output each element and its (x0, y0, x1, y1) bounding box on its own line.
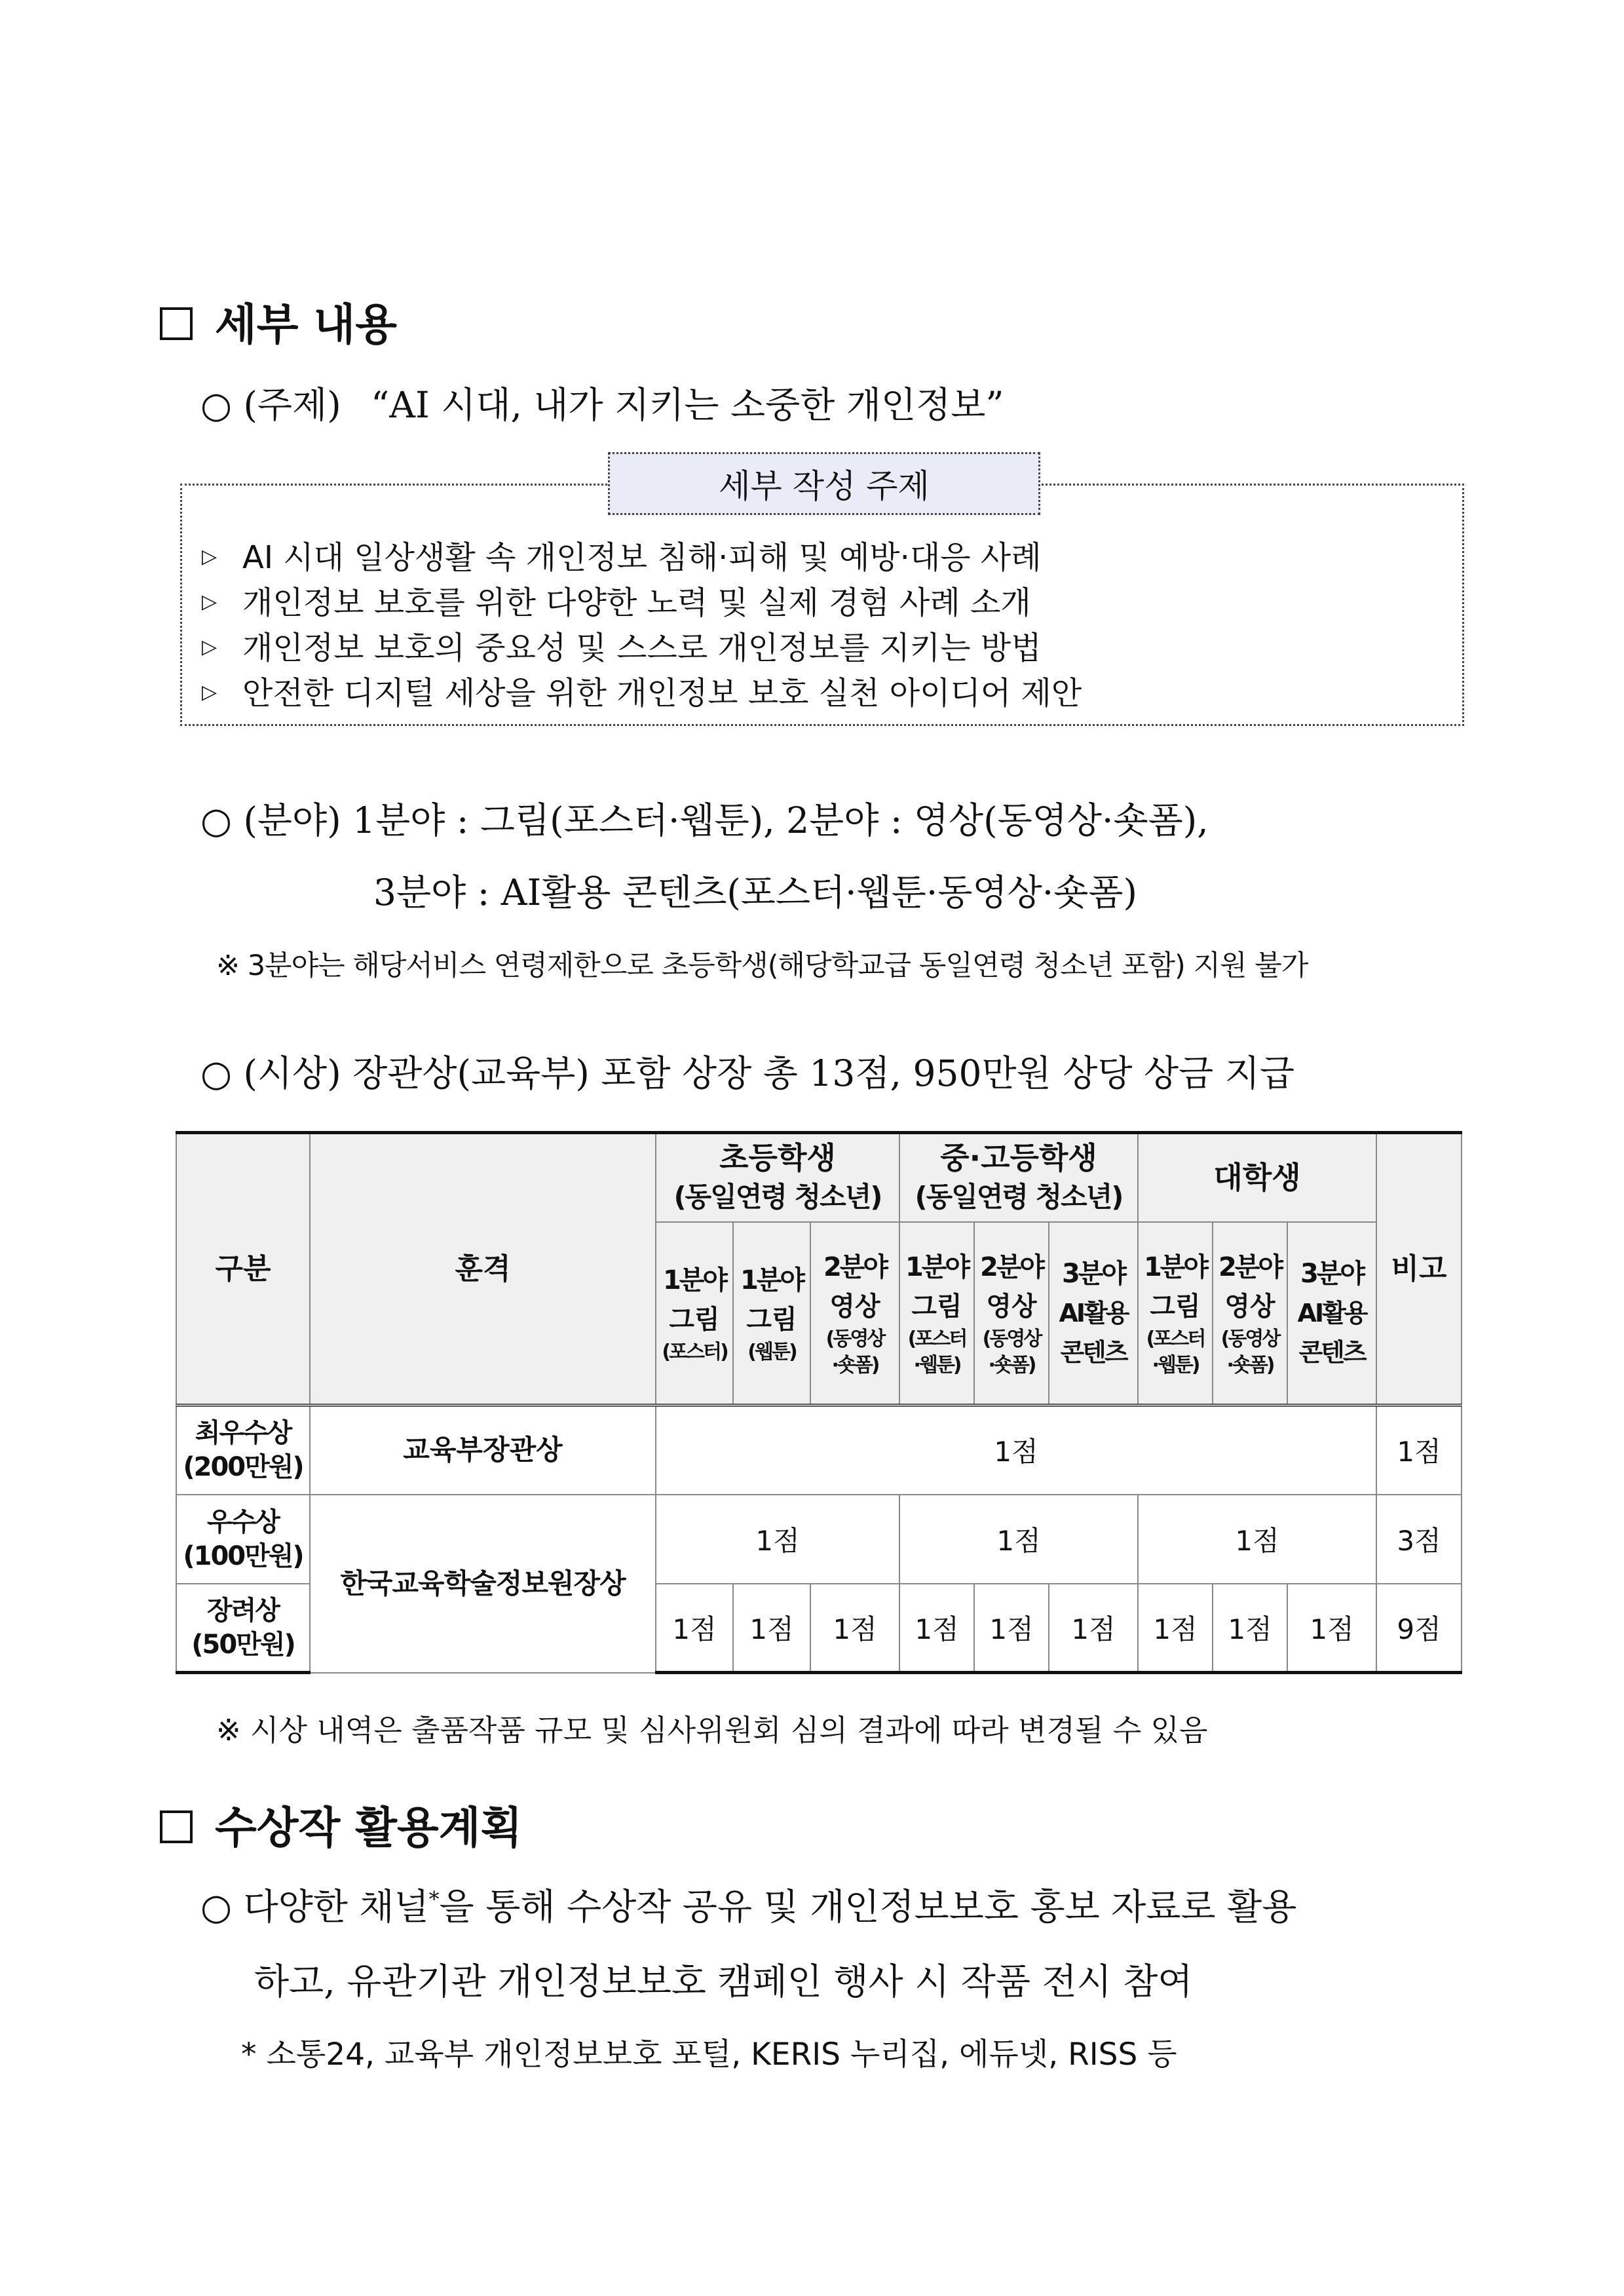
subheader-col-6: 3분야 AI활용 콘텐츠 (1049, 1222, 1138, 1406)
award-table (176, 1131, 1462, 1674)
field-line-2: 3분야 : AI활용 콘텐츠(포스터·웹툰·동영상·숏폼) (373, 871, 1137, 913)
table-cell: 1점 (974, 1584, 1049, 1673)
row-grand-prize-award: 교육부장관상 (310, 1406, 656, 1495)
header-category: 구분 (176, 1133, 310, 1406)
plan-line-2: 하고, 유관기관 개인정보보호 캠페인 행사 시 작품 전시 참여 (254, 1961, 1193, 2002)
row-excellence-label: 우수상 (100만원) (176, 1495, 310, 1584)
plan-footnote: * 소통24, 교육부 개인정보보호 포털, KERIS 누리집, 에듀넷, RISS 등 (241, 2037, 1177, 2073)
subheader-col-7: 1분야 그림 (포스터 ·웹툰) (1138, 1222, 1213, 1406)
award-line: ○ (시상) 장관상(교육부) 포함 상장 총 13점, 950만원 상당 상금 지급 (200, 1052, 1294, 1094)
list-item: ▷ 개인정보 보호를 위한 다양한 노력 및 실제 경험 사례 소개 (202, 581, 1082, 626)
triangle-bullet-icon: ▷ (202, 681, 217, 704)
table-cell: 1점 (1213, 1584, 1287, 1673)
row-grand-prize-label: 최우수상 (200만원) (176, 1406, 310, 1495)
list-item: ▷ AI 시대 일상생활 속 개인정보 침해·피해 및 예방·대응 사례 (202, 536, 1082, 581)
field-note: ※ 3분야는 해당서비스 연령제한으로 초등학생(해당학교급 동일연령 청소년 포함) 지원 불가 (216, 949, 1308, 982)
table-cell: 1점 (899, 1584, 974, 1673)
plan-line-1: ○ 다양한 채널*을 통해 수상작 공유 및 개인정보보호 홍보 자료로 활용 (200, 1886, 1297, 1928)
subheader-col-1: 1분야 그림 (포스터) (656, 1222, 733, 1406)
topic-detail-box-title: 세부 작성 주제 (608, 452, 1040, 515)
subheader-col-5: 2분야 영상 (동영상 ·숏폼) (974, 1222, 1049, 1406)
table-footnote: ※ 시상 내역은 출품작품 규모 및 심사위원회 심의 결과에 따라 변경될 수 있음 (216, 1713, 1208, 1748)
subheader-col-3: 2분야 영상 (동영상 ·숏폼) (810, 1222, 899, 1406)
section-heading-text: 세부 내용 (215, 299, 398, 350)
triangle-bullet-icon: ▷ (202, 545, 217, 568)
subheader-col-9: 3분야 AI활용 콘텐츠 (1287, 1222, 1376, 1406)
table-cell: 1점 (733, 1584, 810, 1673)
topic-line (200, 376, 1004, 428)
row-grand-prize-count: 1점 (656, 1406, 1376, 1495)
row-excellence-group-2: 1점 (899, 1495, 1138, 1584)
list-item: ▷ 안전한 디지털 세상을 위한 개인정보 보호 실천 아이디어 제안 (202, 672, 1082, 717)
table-cell: 1점 (1049, 1584, 1138, 1673)
list-item: ▷ 개인정보 보호의 중요성 및 스스로 개인정보를 지키는 방법 (202, 626, 1082, 672)
row-encouragement-label: 장려상 (50만원) (176, 1584, 310, 1673)
row-excellence-group-1: 1점 (656, 1495, 899, 1584)
header-group-secondary: 중·고등학생 (동일연령 청소년) (899, 1133, 1138, 1222)
row-grand-prize-note: 1점 (1376, 1406, 1462, 1495)
table-cell: 1점 (810, 1584, 899, 1673)
triangle-bullet-icon: ▷ (202, 636, 217, 659)
row-excellence-award: 한국교육학술정보원장상 (310, 1495, 656, 1673)
section-heading-details (160, 290, 397, 352)
row-encouragement-note: 9점 (1376, 1584, 1462, 1673)
table-cell: 1점 (1287, 1584, 1376, 1673)
topic-prefix: ○ (주제) (200, 384, 341, 426)
row-excellence-note: 3점 (1376, 1495, 1462, 1584)
subheader-col-4: 1분야 그림 (포스터 ·웹툰) (899, 1222, 974, 1406)
subheader-col-2: 1분야 그림 (웹툰) (733, 1222, 810, 1406)
field-line-1: ○ (분야) 1분야 : 그림(포스터·웹툰), 2분야 : 영상(동영상·숏폼), (200, 799, 1209, 841)
subheader-col-8: 2분야 영상 (동영상 ·숏폼) (1213, 1222, 1287, 1406)
checkbox-square-icon (160, 307, 193, 340)
topic-detail-list (202, 536, 1082, 717)
row-excellence-group-3: 1점 (1138, 1495, 1376, 1584)
header-group-elementary: 초등학생 (동일연령 청소년) (656, 1133, 899, 1222)
header-award: 훈격 (310, 1133, 656, 1406)
table-cell: 1점 (1138, 1584, 1213, 1673)
section-heading-text: 수상작 활용계획 (215, 1803, 523, 1853)
triangle-bullet-icon: ▷ (202, 590, 217, 613)
section-heading-plan (160, 1793, 522, 1855)
checkbox-square-icon (160, 1810, 193, 1843)
header-group-university: 대학생 (1138, 1133, 1376, 1222)
topic-text: “AI 시대, 내가 지키는 소중한 개인정보” (371, 384, 1004, 426)
table-cell: 1점 (656, 1584, 733, 1673)
header-note: 비고 (1376, 1133, 1462, 1406)
